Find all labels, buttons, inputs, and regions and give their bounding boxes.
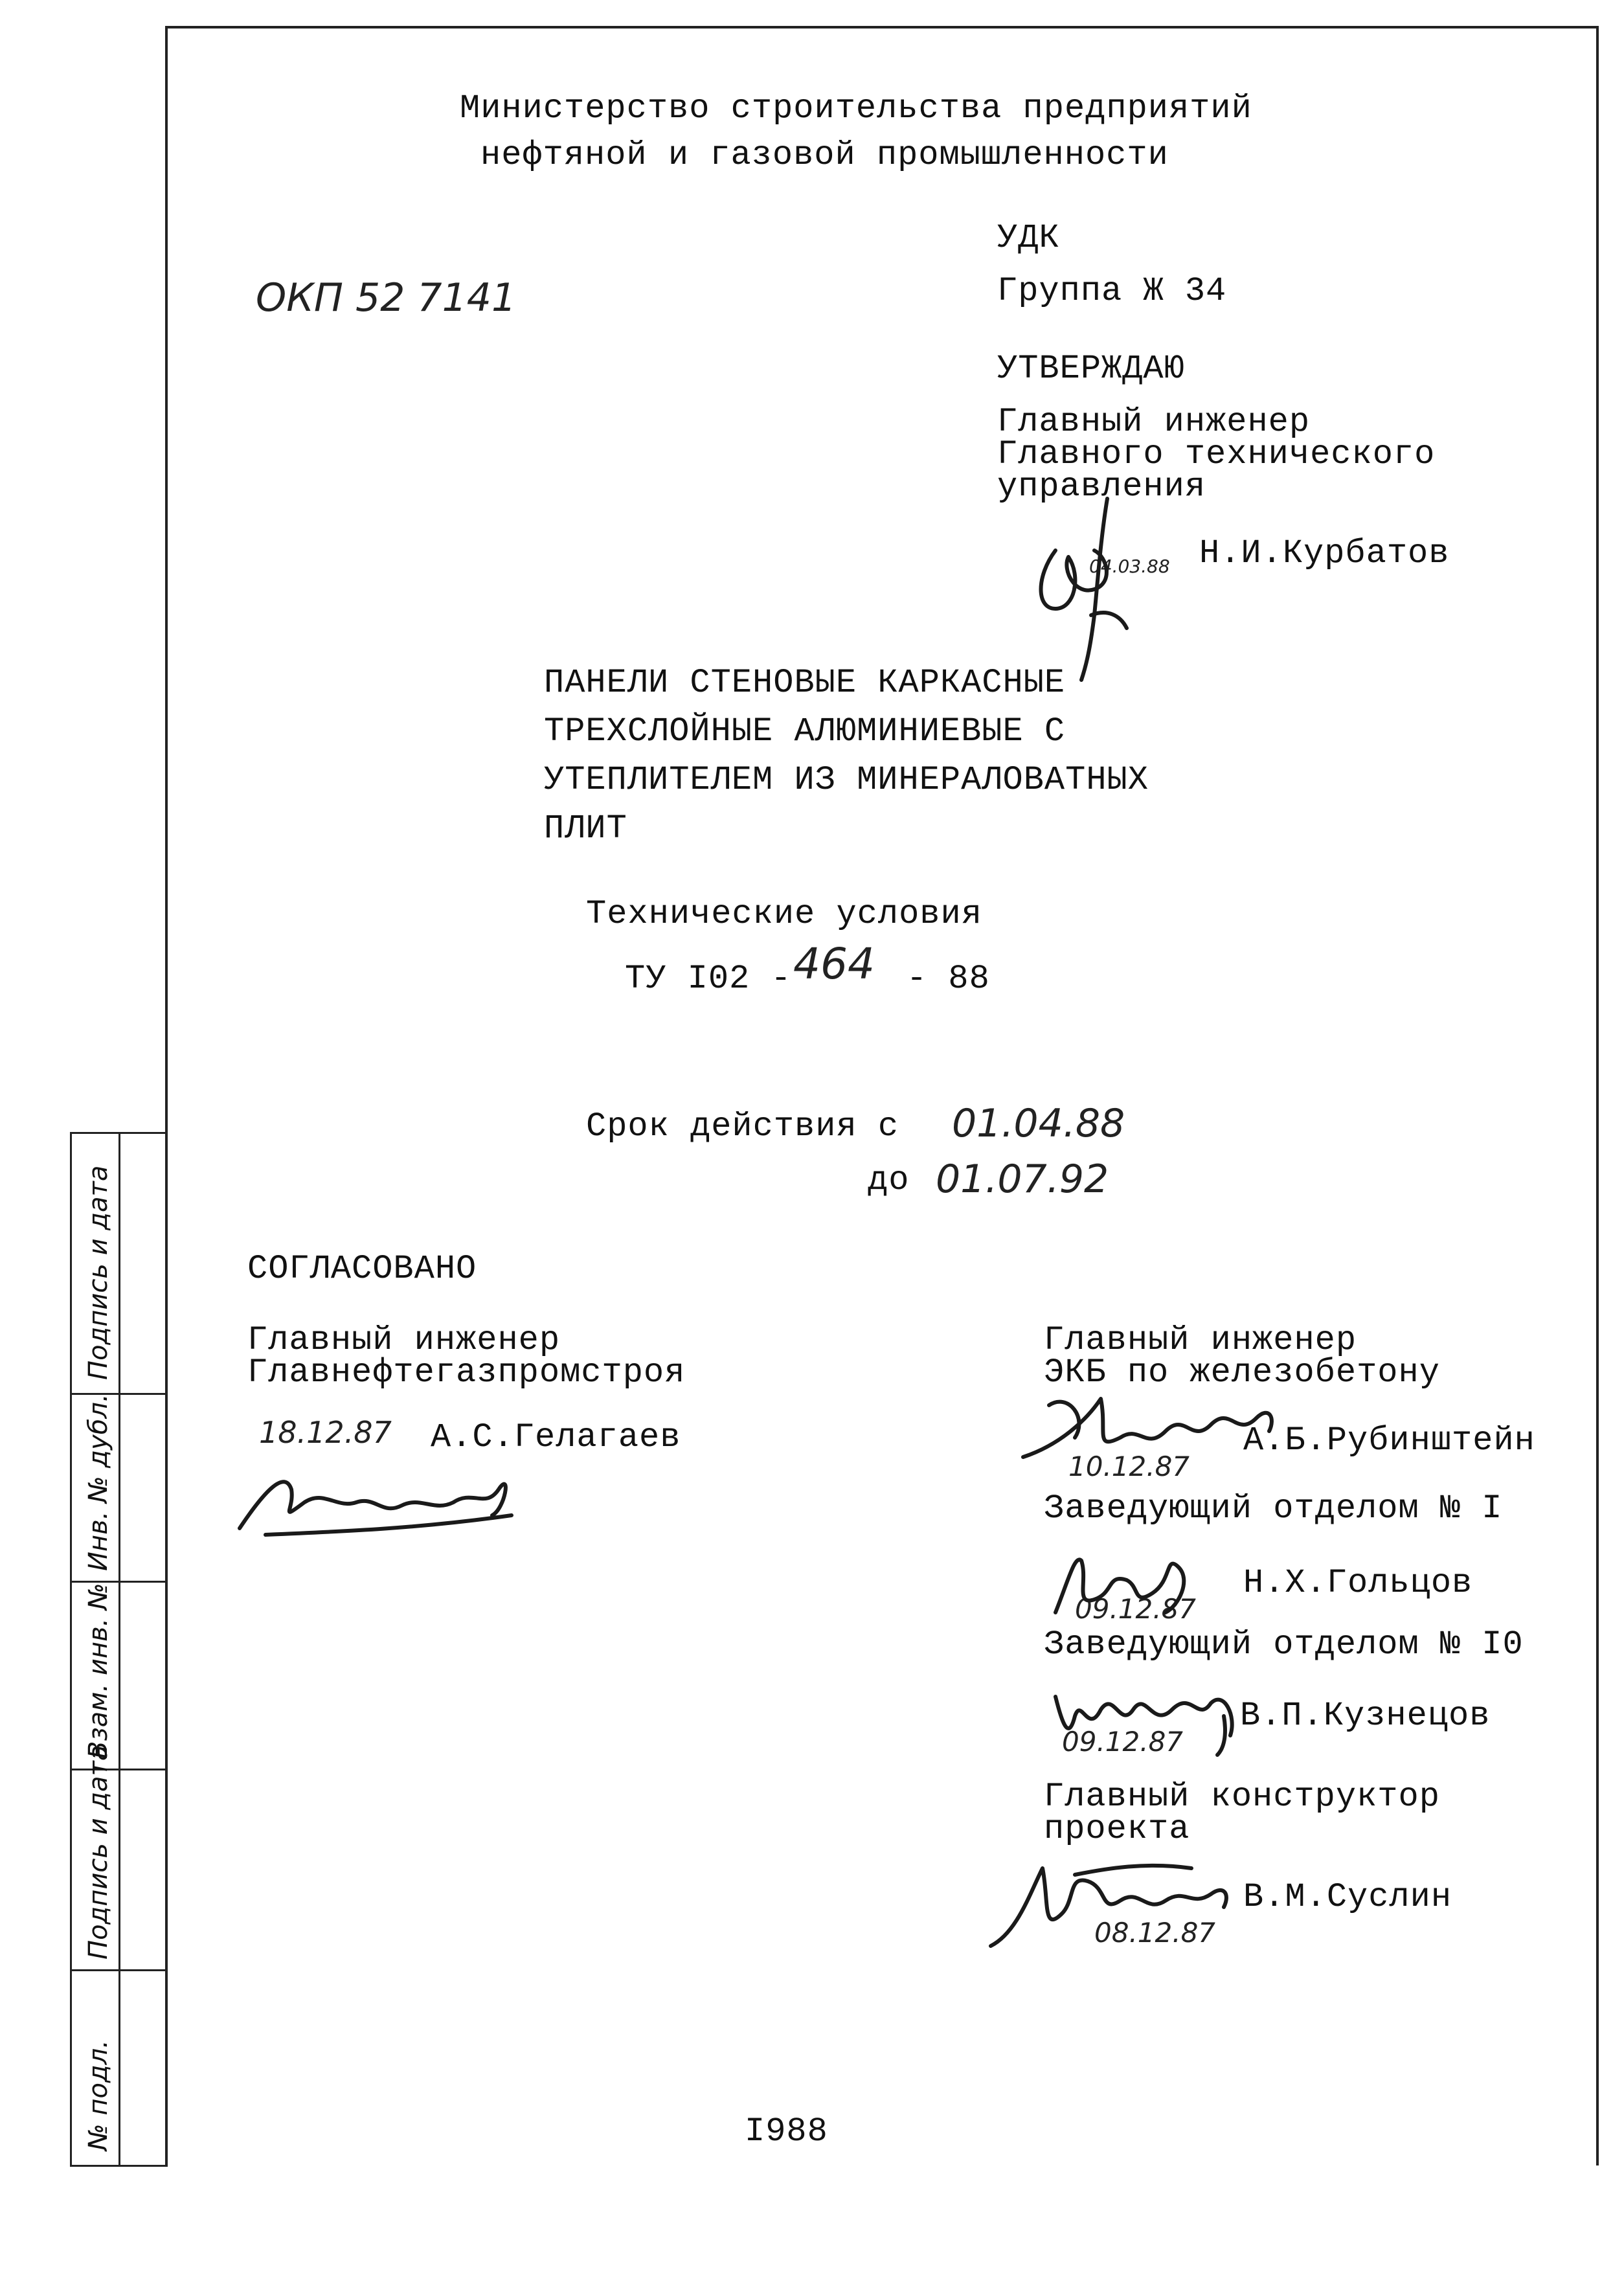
spec-label: Технические условия xyxy=(586,895,982,933)
validity-from-label: Срок действия с xyxy=(586,1107,899,1146)
stamp-label-replacement-inv: Взам. инв. № xyxy=(84,1583,113,1759)
agreed-right-4-line-2: проекта xyxy=(1044,1810,1190,1848)
validity-to-date: 01.07.92 xyxy=(936,1157,1109,1202)
agreed-right-4-name: В.М.Суслин xyxy=(1243,1878,1452,1916)
validity-from-date: 01.04.88 xyxy=(952,1101,1125,1146)
approval-line-3: управления xyxy=(997,468,1206,506)
agreed-left-date: 18.12.87 xyxy=(259,1415,392,1450)
spec-code-suffix: - 88 xyxy=(907,960,990,998)
spec-code-prefix: ТУ I02 - xyxy=(625,960,792,998)
approval-name: Н.И.Курбатов xyxy=(1199,534,1450,572)
okp-code: ОКП 52 7141 xyxy=(256,275,517,321)
binding-stamp xyxy=(70,1132,168,2167)
group-label: Группа Ж 34 xyxy=(997,272,1227,310)
stamp-label-signature-date-top: Подпись и дата xyxy=(84,1165,113,1380)
agreed-right-3-date: 09.12.87 xyxy=(1062,1726,1184,1758)
agreed-right-4-date: 08.12.87 xyxy=(1094,1917,1216,1949)
title-line-3: УТЕПЛИТЕЛЕМ ИЗ МИНЕРАЛОВАТНЫХ xyxy=(544,761,1149,799)
agreed-label: СОГЛАСОВАНО xyxy=(247,1250,477,1288)
agreed-right-3-line-1: Заведующий отделом № I0 xyxy=(1044,1625,1524,1664)
stamp-label-signature-date-bottom: Подпись и дата xyxy=(84,1745,113,1960)
title-line-1: ПАНЕЛИ СТЕНОВЫЕ КАРКАСНЫЕ xyxy=(544,664,1066,702)
agreed-right-1-date: 10.12.87 xyxy=(1068,1451,1190,1482)
agreed-left-signature xyxy=(227,1451,550,1548)
spec-code-number: 464 xyxy=(793,939,875,989)
agreed-right-4-line-1: Главный конструктор xyxy=(1044,1778,1440,1816)
stamp-label-original-inv: № подл. xyxy=(84,2040,113,2151)
ministry-line-1: Министерство строительства предприятий xyxy=(460,89,1252,128)
year: I988 xyxy=(745,2112,828,2151)
agreed-right-2-signature xyxy=(1043,1541,1204,1625)
agreed-right-4-signature xyxy=(978,1849,1263,1959)
approval-line-2: Главного технического xyxy=(997,435,1436,473)
agreed-right-2-line-1: Заведующий отделом № I xyxy=(1044,1489,1503,1528)
agreed-right-2-date: 09.12.87 xyxy=(1075,1593,1197,1625)
approval-label: УТВЕРЖДАЮ xyxy=(997,350,1185,388)
ministry-line-2: нефтяной и газовой промышленности xyxy=(480,136,1169,174)
agreed-left-name: А.С.Гелагаев xyxy=(431,1418,681,1456)
stamp-label-duplicate-inv: Инв. № дубл. xyxy=(84,1394,113,1571)
agreed-right-3-name: В.П.Кузнецов xyxy=(1240,1697,1491,1735)
agreed-left-line-2: Главнефтегазпромстроя xyxy=(247,1353,686,1392)
approval-line-1: Главный инженер xyxy=(997,403,1311,441)
agreed-right-1-signature xyxy=(1010,1379,1282,1476)
agreed-right-1-name: А.Б.Рубинштейн xyxy=(1243,1421,1535,1460)
agreed-left-line-1: Главный инженер xyxy=(247,1321,561,1359)
approval-date: 04.03.88 xyxy=(1089,556,1170,577)
agreed-right-1-line-2: ЭКБ по железобетону xyxy=(1044,1353,1440,1392)
validity-to-label: до xyxy=(868,1161,910,1199)
title-line-4: ПЛИТ xyxy=(544,809,627,848)
title-line-2: ТРЕХСЛОЙНЫЕ АЛЮМИНИЕВЫЕ С xyxy=(544,712,1066,751)
agreed-right-3-signature xyxy=(1043,1677,1256,1761)
approval-signature xyxy=(1010,479,1179,686)
agreed-right-1-line-1: Главный инженер xyxy=(1044,1321,1357,1359)
document-frame xyxy=(165,26,1599,2165)
udk-label: УДК xyxy=(997,219,1060,257)
agreed-right-2-name: Н.Х.Гольцов xyxy=(1243,1564,1473,1602)
